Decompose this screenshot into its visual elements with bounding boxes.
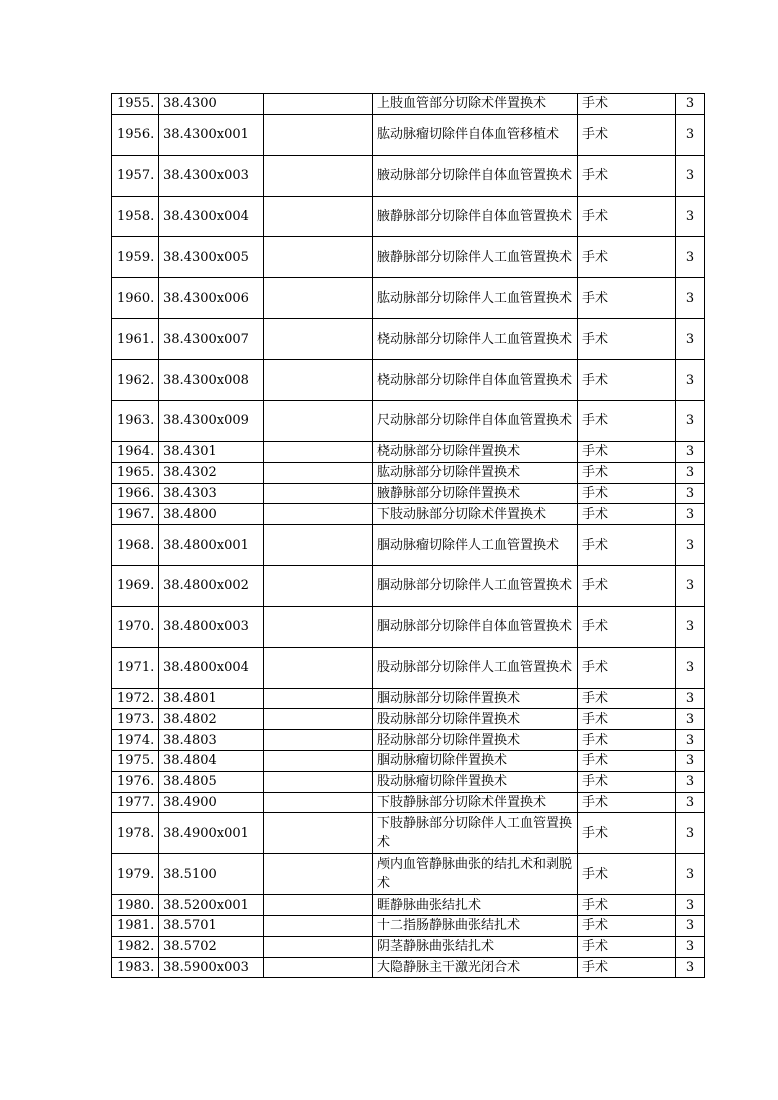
row-number-cell: 1957. (112, 155, 159, 196)
level-cell: 3 (676, 462, 705, 483)
category-cell: 手术 (578, 360, 676, 401)
procedure-name-cell: 桡动脉部分切除伴置换术 (373, 441, 578, 462)
category-cell: 手术 (578, 854, 676, 895)
procedure-name-cell: 腘动脉瘤切除伴置换术 (373, 751, 578, 772)
procedure-code-cell: 38.4300 (159, 94, 264, 115)
procedure-code-cell: 38.5200x001 (159, 895, 264, 916)
procedure-code-cell: 38.4804 (159, 751, 264, 772)
level-cell: 3 (676, 751, 705, 772)
procedure-name-cell: 肱动脉部分切除伴人工血管置换术 (373, 278, 578, 319)
row-number-cell: 1980. (112, 895, 159, 916)
procedure-code-cell: 38.4303 (159, 483, 264, 504)
blank-cell (264, 895, 373, 916)
table-row (112, 895, 705, 916)
procedure-name-cell: 腘动脉部分切除伴自体血管置换术 (373, 606, 578, 647)
table-row (112, 709, 705, 730)
table-row (112, 360, 705, 401)
row-number-cell: 1979. (112, 854, 159, 895)
procedure-code-cell: 38.5900x003 (159, 957, 264, 978)
procedure-name-cell: 桡动脉部分切除伴自体血管置换术 (373, 360, 578, 401)
category-cell: 手术 (578, 647, 676, 688)
table-row (112, 483, 705, 504)
row-number-cell: 1967. (112, 504, 159, 525)
level-cell: 3 (676, 441, 705, 462)
procedure-code-cell: 38.4800x004 (159, 647, 264, 688)
blank-cell (264, 237, 373, 278)
table-body (112, 94, 705, 978)
blank-cell (264, 730, 373, 751)
level-cell: 3 (676, 688, 705, 709)
table-row (112, 916, 705, 937)
table-row (112, 751, 705, 772)
procedure-name-cell: 睚静脉曲张结扎术 (373, 895, 578, 916)
level-cell: 3 (676, 709, 705, 730)
row-number-cell: 1983. (112, 957, 159, 978)
category-cell: 手术 (578, 792, 676, 813)
table-row (112, 441, 705, 462)
procedure-name-cell: 胫动脉部分切除伴置换术 (373, 730, 578, 751)
level-cell: 3 (676, 813, 705, 854)
procedure-code-cell: 38.5701 (159, 916, 264, 937)
table-row (112, 771, 705, 792)
table-row (112, 155, 705, 196)
procedure-name-cell: 股动脉瘤切除伴置换术 (373, 771, 578, 792)
category-cell: 手术 (578, 278, 676, 319)
procedure-name-cell: 尺动脉部分切除伴自体血管置换术 (373, 401, 578, 442)
blank-cell (264, 401, 373, 442)
level-cell: 3 (676, 278, 705, 319)
row-number-cell: 1978. (112, 813, 159, 854)
row-number-cell: 1961. (112, 319, 159, 360)
level-cell: 3 (676, 854, 705, 895)
level-cell: 3 (676, 237, 705, 278)
blank-cell (264, 647, 373, 688)
procedure-code-cell: 38.4803 (159, 730, 264, 751)
procedure-name-cell: 阴茎静脉曲张结扎术 (373, 936, 578, 957)
table-row (112, 462, 705, 483)
blank-cell (264, 566, 373, 607)
level-cell: 3 (676, 114, 705, 155)
blank-cell (264, 483, 373, 504)
row-number-cell: 1970. (112, 606, 159, 647)
level-cell: 3 (676, 566, 705, 607)
row-number-cell: 1982. (112, 936, 159, 957)
blank-cell (264, 688, 373, 709)
procedure-name-cell: 大隐静脉主干激光闭合术 (373, 957, 578, 978)
procedure-name-cell: 下肢静脉部分切除伴人工血管置换术 (373, 813, 578, 854)
table-row (112, 94, 705, 115)
procedure-code-cell: 38.4800x001 (159, 525, 264, 566)
blank-cell (264, 709, 373, 730)
procedure-name-cell: 下肢静脉部分切除术伴置换术 (373, 792, 578, 813)
level-cell: 3 (676, 525, 705, 566)
row-number-cell: 1971. (112, 647, 159, 688)
procedure-name-cell: 腘动脉部分切除伴人工血管置换术 (373, 566, 578, 607)
row-number-cell: 1973. (112, 709, 159, 730)
table-row (112, 647, 705, 688)
procedure-name-cell: 腘动脉瘤切除伴人工血管置换术 (373, 525, 578, 566)
category-cell: 手术 (578, 483, 676, 504)
category-cell: 手术 (578, 936, 676, 957)
category-cell: 手术 (578, 155, 676, 196)
row-number-cell: 1962. (112, 360, 159, 401)
procedure-name-cell: 桡动脉部分切除伴人工血管置换术 (373, 319, 578, 360)
blank-cell (264, 114, 373, 155)
category-cell: 手术 (578, 606, 676, 647)
category-cell: 手术 (578, 94, 676, 115)
blank-cell (264, 751, 373, 772)
procedure-name-cell: 腋动脉部分切除伴自体血管置换术 (373, 155, 578, 196)
table-row (112, 278, 705, 319)
category-cell: 手术 (578, 237, 676, 278)
level-cell: 3 (676, 483, 705, 504)
category-cell: 手术 (578, 114, 676, 155)
procedure-name-cell: 肱动脉部分切除伴置换术 (373, 462, 578, 483)
blank-cell (264, 319, 373, 360)
row-number-cell: 1974. (112, 730, 159, 751)
level-cell: 3 (676, 606, 705, 647)
blank-cell (264, 854, 373, 895)
row-number-cell: 1959. (112, 237, 159, 278)
level-cell: 3 (676, 647, 705, 688)
category-cell: 手术 (578, 196, 676, 237)
blank-cell (264, 504, 373, 525)
procedure-name-cell: 下肢动脉部分切除术伴置换术 (373, 504, 578, 525)
procedure-name-cell: 腘动脉部分切除伴置换术 (373, 688, 578, 709)
procedure-name-cell: 腋静脉部分切除伴自体血管置换术 (373, 196, 578, 237)
blank-cell (264, 792, 373, 813)
procedure-code-cell: 38.4300x006 (159, 278, 264, 319)
level-cell: 3 (676, 895, 705, 916)
category-cell: 手术 (578, 813, 676, 854)
row-number-cell: 1955. (112, 94, 159, 115)
category-cell: 手术 (578, 688, 676, 709)
table-row (112, 730, 705, 751)
table-row (112, 688, 705, 709)
category-cell: 手术 (578, 566, 676, 607)
level-cell: 3 (676, 936, 705, 957)
procedure-code-cell: 38.4300x003 (159, 155, 264, 196)
procedure-name-cell: 十二指肠静脉曲张结扎术 (373, 916, 578, 937)
row-number-cell: 1976. (112, 771, 159, 792)
blank-cell (264, 360, 373, 401)
row-number-cell: 1956. (112, 114, 159, 155)
row-number-cell: 1981. (112, 916, 159, 937)
row-number-cell: 1972. (112, 688, 159, 709)
category-cell: 手术 (578, 441, 676, 462)
category-cell: 手术 (578, 525, 676, 566)
procedure-name-cell: 股动脉部分切除伴人工血管置换术 (373, 647, 578, 688)
procedure-code-cell: 38.4801 (159, 688, 264, 709)
procedure-name-cell: 腋静脉部分切除伴置换术 (373, 483, 578, 504)
row-number-cell: 1966. (112, 483, 159, 504)
row-number-cell: 1969. (112, 566, 159, 607)
category-cell: 手术 (578, 319, 676, 360)
category-cell: 手术 (578, 709, 676, 730)
level-cell: 3 (676, 360, 705, 401)
category-cell: 手术 (578, 771, 676, 792)
table-row (112, 319, 705, 360)
category-cell: 手术 (578, 751, 676, 772)
procedure-code-table (111, 93, 705, 978)
procedure-code-cell: 38.4900x001 (159, 813, 264, 854)
blank-cell (264, 462, 373, 483)
category-cell: 手术 (578, 957, 676, 978)
level-cell: 3 (676, 504, 705, 525)
row-number-cell: 1965. (112, 462, 159, 483)
procedure-code-cell: 38.4800 (159, 504, 264, 525)
level-cell: 3 (676, 319, 705, 360)
row-number-cell: 1977. (112, 792, 159, 813)
procedure-code-cell: 38.4800x002 (159, 566, 264, 607)
category-cell: 手术 (578, 895, 676, 916)
level-cell: 3 (676, 94, 705, 115)
blank-cell (264, 771, 373, 792)
procedure-code-cell: 38.4802 (159, 709, 264, 730)
procedure-code-cell: 38.4300x004 (159, 196, 264, 237)
table-row (112, 196, 705, 237)
blank-cell (264, 155, 373, 196)
table-row (112, 525, 705, 566)
procedure-code-cell: 38.4300x008 (159, 360, 264, 401)
procedure-name-cell: 股动脉部分切除伴置换术 (373, 709, 578, 730)
table-row (112, 957, 705, 978)
blank-cell (264, 936, 373, 957)
level-cell: 3 (676, 730, 705, 751)
procedure-code-cell: 38.4900 (159, 792, 264, 813)
procedure-code-cell: 38.5100 (159, 854, 264, 895)
procedure-name-cell: 肱动脉瘤切除伴自体血管移植术 (373, 114, 578, 155)
level-cell: 3 (676, 155, 705, 196)
procedure-code-cell: 38.4300x009 (159, 401, 264, 442)
table-row (112, 504, 705, 525)
table-row (112, 854, 705, 895)
table-row (112, 606, 705, 647)
blank-cell (264, 813, 373, 854)
category-cell: 手术 (578, 401, 676, 442)
procedure-code-cell: 38.4300x007 (159, 319, 264, 360)
row-number-cell: 1975. (112, 751, 159, 772)
procedure-name-cell: 上肢血管部分切除术伴置换术 (373, 94, 578, 115)
blank-cell (264, 278, 373, 319)
procedure-name-cell: 腋静脉部分切除伴人工血管置换术 (373, 237, 578, 278)
procedure-code-cell: 38.4302 (159, 462, 264, 483)
table-row (112, 237, 705, 278)
table-row (112, 792, 705, 813)
blank-cell (264, 196, 373, 237)
blank-cell (264, 606, 373, 647)
category-cell: 手术 (578, 504, 676, 525)
level-cell: 3 (676, 401, 705, 442)
procedure-code-cell: 38.4300x005 (159, 237, 264, 278)
row-number-cell: 1968. (112, 525, 159, 566)
blank-cell (264, 94, 373, 115)
procedure-code-cell: 38.4300x001 (159, 114, 264, 155)
row-number-cell: 1964. (112, 441, 159, 462)
row-number-cell: 1963. (112, 401, 159, 442)
procedure-code-cell: 38.4301 (159, 441, 264, 462)
procedure-code-cell: 38.5702 (159, 936, 264, 957)
table-row (112, 114, 705, 155)
table-row (112, 936, 705, 957)
row-number-cell: 1958. (112, 196, 159, 237)
level-cell: 3 (676, 957, 705, 978)
blank-cell (264, 957, 373, 978)
table-row (112, 401, 705, 442)
level-cell: 3 (676, 916, 705, 937)
procedure-code-cell: 38.4800x003 (159, 606, 264, 647)
category-cell: 手术 (578, 916, 676, 937)
level-cell: 3 (676, 196, 705, 237)
procedure-code-cell: 38.4805 (159, 771, 264, 792)
level-cell: 3 (676, 792, 705, 813)
table-row (112, 566, 705, 607)
category-cell: 手术 (578, 730, 676, 751)
category-cell: 手术 (578, 462, 676, 483)
row-number-cell: 1960. (112, 278, 159, 319)
table-row (112, 813, 705, 854)
level-cell: 3 (676, 771, 705, 792)
blank-cell (264, 441, 373, 462)
blank-cell (264, 525, 373, 566)
blank-cell (264, 916, 373, 937)
procedure-name-cell: 颅内血管静脉曲张的结扎术和剥脱术 (373, 854, 578, 895)
